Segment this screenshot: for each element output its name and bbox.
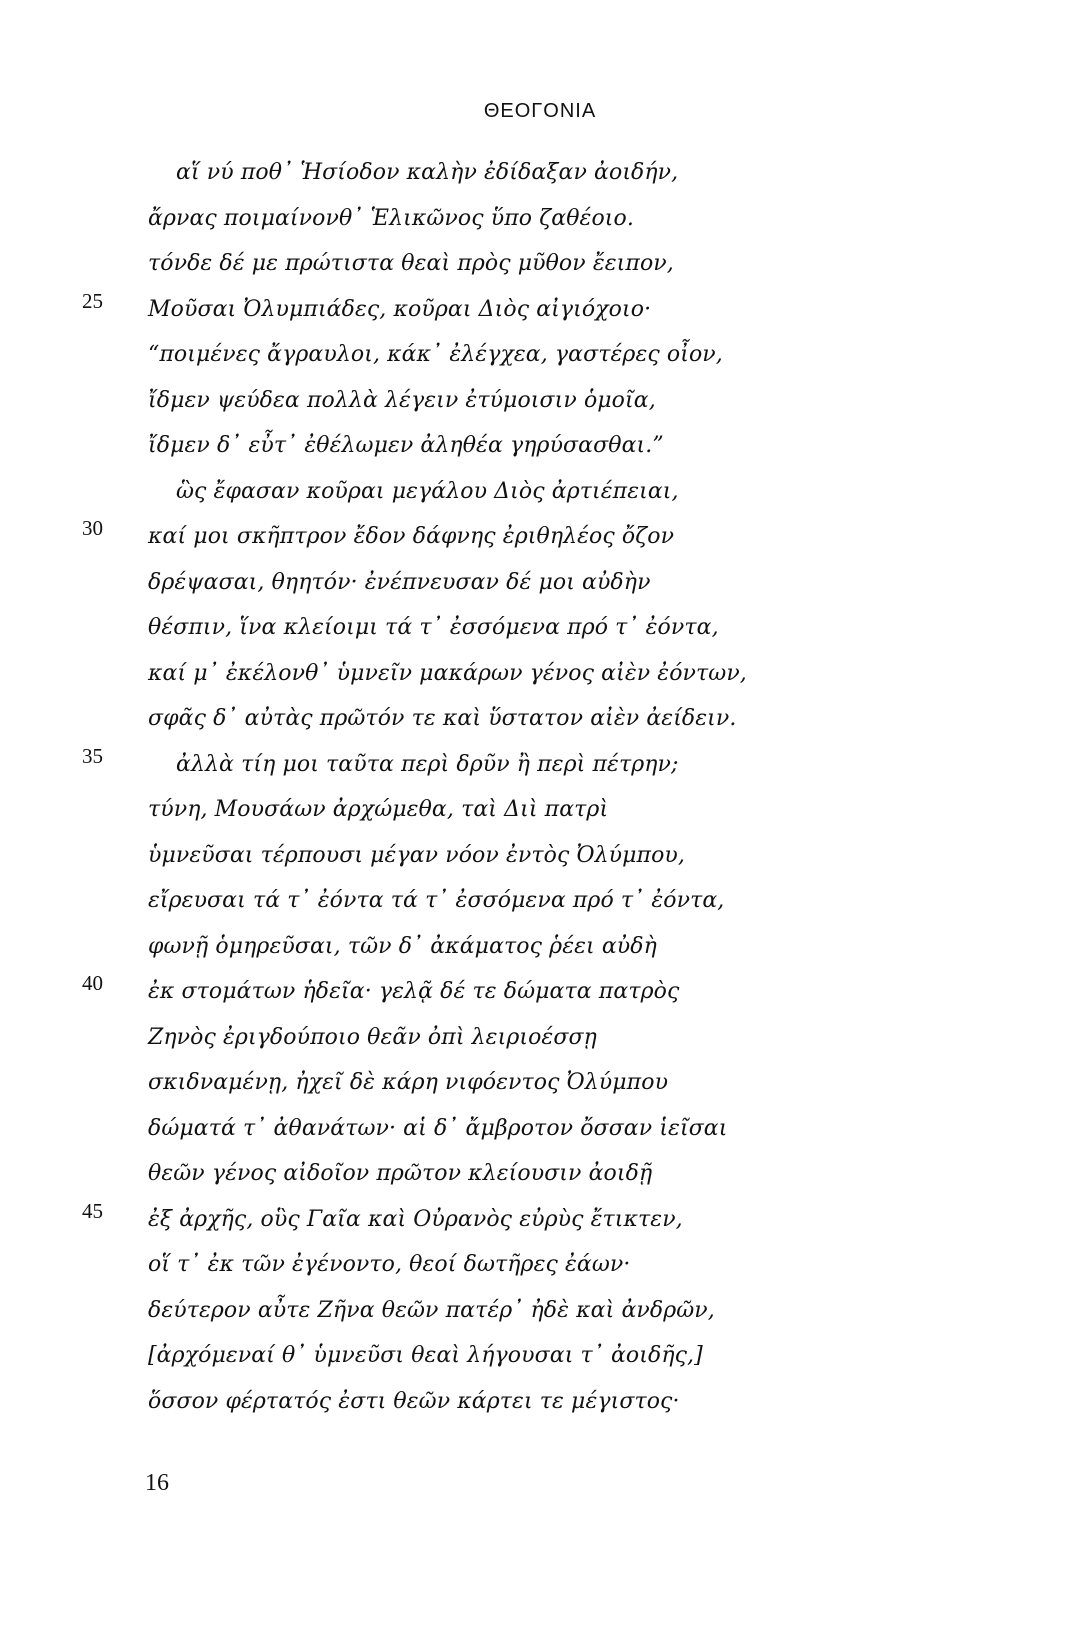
verse-line (0, 742, 1080, 788)
verse-line (0, 423, 1080, 469)
verse-text: εἴρευσαι τά τ᾽ ἐόντα τά τ᾽ ἐσσόμενα πρό τ᾽ ἐόντα, (148, 888, 725, 913)
verse-text: ἀλλὰ τίη μοι ταῦτα περὶ δρῦν ἢ περὶ πέτρην; (176, 751, 679, 777)
verse-text: ἄρνας ποιμαίνονθ᾽ Ἑλικῶνος ὕπο ζαθέοιο. (148, 205, 634, 231)
verse-text: [ἀρχόμεναί θ᾽ ὑμνεῦσι θεαὶ λήγουσαι τ᾽ ἀοιδῆς,] (148, 1343, 703, 1368)
verse-line (0, 787, 1080, 833)
verse-text: τύνη, Μουσάων ἀρχώμεθα, ταὶ Διὶ πατρὶ (148, 797, 609, 822)
verse-text: δρέψασαι, θηητόν· ἐνέπνευσαν δέ μοι αὐδὴν (148, 569, 651, 595)
verse-text: σκιδναμένῃ, ἠχεῖ δὲ κάρη νιφόεντος Ὀλύμπου (148, 1070, 669, 1095)
verse-line (0, 651, 1080, 697)
verse-line (0, 287, 1080, 333)
verse-text: δώματά τ᾽ ἀθανάτων· αἱ δ᾽ ἄμβροτον ὄσσαν ἱεῖσαι (148, 1115, 728, 1141)
verse-line (0, 1015, 1080, 1061)
verse-line (0, 1151, 1080, 1197)
line-number: 35 (82, 743, 103, 768)
verse-text: ἴδμεν δ᾽ εὖτ᾽ ἐθέλωμεν ἀληθέα γηρύσασθαι.” (148, 433, 664, 458)
verse-line (0, 1197, 1080, 1243)
verse-text: αἵ νύ ποθ᾽ Ἡσίοδον καλὴν ἐδίδαξαν ἀοιδήν, (176, 160, 679, 185)
verse-line (0, 833, 1080, 879)
verse-line (0, 1379, 1080, 1425)
verse-text: σφᾶς δ᾽ αὐτὰς πρῶτόν τε καὶ ὕστατον αἰὲν ἀείδειν. (148, 706, 737, 731)
verse-line (0, 560, 1080, 606)
verse-block (0, 150, 1080, 1424)
verse-line (0, 378, 1080, 424)
running-head: ΘΕΟΓΟΝΙΑ (483, 100, 597, 122)
verse-text: ἐκ στομάτων ἡδεῖα· γελᾷ δέ τε δώματα πατρὸς (148, 979, 680, 1004)
verse-line (0, 1106, 1080, 1152)
line-number: 25 (82, 288, 103, 313)
verse-text: φωνῇ ὁμηρεῦσαι, τῶν δ᾽ ἀκάματος ῥέει αὐδὴ (148, 933, 657, 959)
verse-line (0, 1333, 1080, 1379)
verse-line (0, 241, 1080, 287)
verse-line (0, 1242, 1080, 1288)
verse-line (0, 469, 1080, 515)
verse-line (0, 969, 1080, 1015)
verse-text: Ζηνὸς ἐριγδούποιο θεᾶν ὀπὶ λειριοέσσῃ (148, 1024, 597, 1050)
verse-text: οἵ τ᾽ ἐκ τῶν ἐγένοντο, θεοί δωτῆρες ἐάων· (148, 1252, 631, 1277)
verse-text: Μοῦσαι Ὀλυμπιάδες, κοῦραι Διὸς αἰγιόχοιο· (148, 296, 652, 322)
verse-text: “ποιμένες ἄγραυλοι, κάκ᾽ ἐλέγχεα, γαστέρες οἶον, (148, 342, 723, 367)
verse-text: τόνδε δέ με πρώτιστα θεαὶ πρὸς μῦθον ἔειπον, (148, 251, 674, 276)
verse-line (0, 196, 1080, 242)
line-number: 40 (82, 971, 103, 995)
verse-line (0, 332, 1080, 378)
verse-text: ὣς ἔφασαν κοῦραι μεγάλου Διὸς ἀρτιέπειαι, (176, 478, 679, 504)
verse-line (0, 150, 1080, 196)
verse-text: θέσπιν, ἵνα κλείοιμι τά τ᾽ ἐσσόμενα πρό τ᾽ ἐόντα, (148, 615, 719, 640)
verse-text: ἐξ ἀρχῆς, οὓς Γαῖα καὶ Οὐρανὸς εὐρὺς ἔτικτεν, (148, 1206, 683, 1232)
line-number: 30 (82, 516, 103, 540)
verse-text: θεῶν γένος αἰδοῖον πρῶτον κλείουσιν ἀοιδῇ (148, 1161, 653, 1186)
line-number: 45 (82, 1198, 103, 1223)
verse-line (0, 1288, 1080, 1334)
verse-line (0, 605, 1080, 651)
verse-line (0, 924, 1080, 970)
verse-line (0, 514, 1080, 560)
verse-text: ἴδμεν ψεύδεα πολλὰ λέγειν ἐτύμοισιν ὁμοῖα, (148, 387, 656, 413)
verse-text: καί μ᾽ ἐκέλονθ᾽ ὑμνεῖν μακάρων γένος αἰὲν ἐόντων, (148, 660, 747, 686)
verse-text: δεύτερον αὖτε Ζῆνα θεῶν πατέρ᾽ ἠδὲ καὶ ἀνδρῶν, (148, 1297, 715, 1323)
verse-text: ὅσσον φέρτατός ἐστι θεῶν κάρτει τε μέγιστος· (148, 1388, 680, 1414)
verse-line (0, 878, 1080, 924)
verse-text: καί μοι σκῆπτρον ἔδον δάφνης ἐριθηλέος ὄζον (148, 524, 675, 549)
verse-line (0, 696, 1080, 742)
verse-text: ὑμνεῦσαι τέρπουσι μέγαν νόον ἐντὸς Ὀλύμπου, (148, 842, 685, 868)
page-number: 16 (145, 1470, 169, 1496)
verse-line (0, 1060, 1080, 1106)
